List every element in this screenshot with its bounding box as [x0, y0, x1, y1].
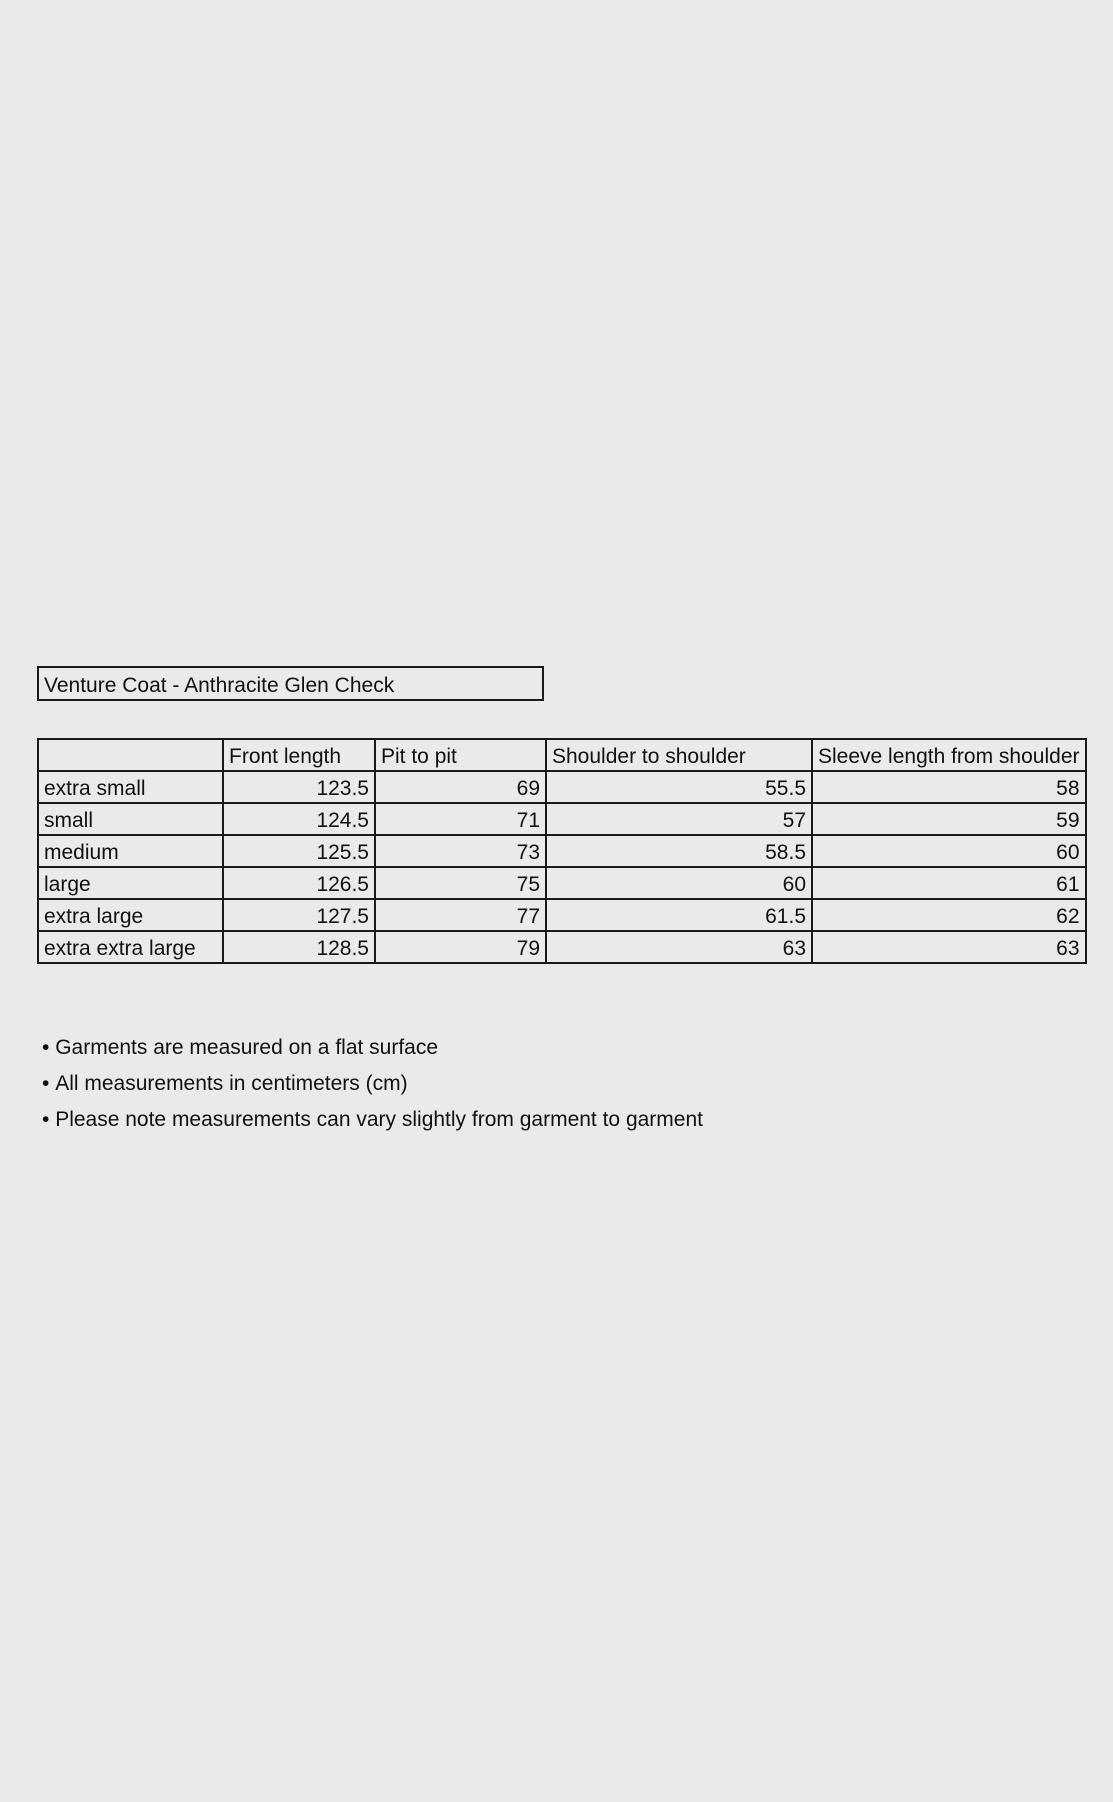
size-label: small	[38, 803, 223, 835]
size-label: medium	[38, 835, 223, 867]
front-length-value: 128.5	[223, 931, 375, 963]
sleeve-length-value: 61	[812, 867, 1086, 899]
pit-to-pit-value: 77	[375, 899, 546, 931]
size-label: extra extra large	[38, 931, 223, 963]
pit-to-pit-value: 69	[375, 771, 546, 803]
product-title: Venture Coat - Anthracite Glen Check	[37, 666, 544, 701]
sleeve-length-value: 60	[812, 835, 1086, 867]
shoulder-to-shoulder-value: 57	[546, 803, 812, 835]
table-row	[38, 803, 1086, 835]
header-front-length: Front length	[223, 739, 375, 771]
front-length-value: 123.5	[223, 771, 375, 803]
table-row	[38, 899, 1086, 931]
front-length-value: 127.5	[223, 899, 375, 931]
header-size	[38, 739, 223, 771]
table-row	[38, 931, 1086, 963]
header-shoulder-to-shoulder: Shoulder to shoulder	[546, 739, 812, 771]
note-item: • Please note measurements can vary slightly from garment to garment	[42, 1102, 703, 1138]
shoulder-to-shoulder-value: 55.5	[546, 771, 812, 803]
measurement-notes	[42, 1030, 703, 1138]
size-label: extra small	[38, 771, 223, 803]
front-length-value: 126.5	[223, 867, 375, 899]
pit-to-pit-value: 75	[375, 867, 546, 899]
table-row	[38, 835, 1086, 867]
pit-to-pit-value: 71	[375, 803, 546, 835]
size-chart-table	[37, 738, 1087, 964]
sleeve-length-value: 62	[812, 899, 1086, 931]
sleeve-length-value: 63	[812, 931, 1086, 963]
size-label: large	[38, 867, 223, 899]
shoulder-to-shoulder-value: 63	[546, 931, 812, 963]
front-length-value: 125.5	[223, 835, 375, 867]
pit-to-pit-value: 73	[375, 835, 546, 867]
note-item: • All measurements in centimeters (cm)	[42, 1066, 703, 1102]
table-row	[38, 867, 1086, 899]
shoulder-to-shoulder-value: 61.5	[546, 899, 812, 931]
header-pit-to-pit: Pit to pit	[375, 739, 546, 771]
shoulder-to-shoulder-value: 60	[546, 867, 812, 899]
table-row	[38, 771, 1086, 803]
front-length-value: 124.5	[223, 803, 375, 835]
sleeve-length-value: 59	[812, 803, 1086, 835]
header-sleeve-length: Sleeve length from shoulder	[812, 739, 1086, 771]
pit-to-pit-value: 79	[375, 931, 546, 963]
table-header-row	[38, 739, 1086, 771]
note-item: • Garments are measured on a flat surface	[42, 1030, 703, 1066]
shoulder-to-shoulder-value: 58.5	[546, 835, 812, 867]
sleeve-length-value: 58	[812, 771, 1086, 803]
size-label: extra large	[38, 899, 223, 931]
